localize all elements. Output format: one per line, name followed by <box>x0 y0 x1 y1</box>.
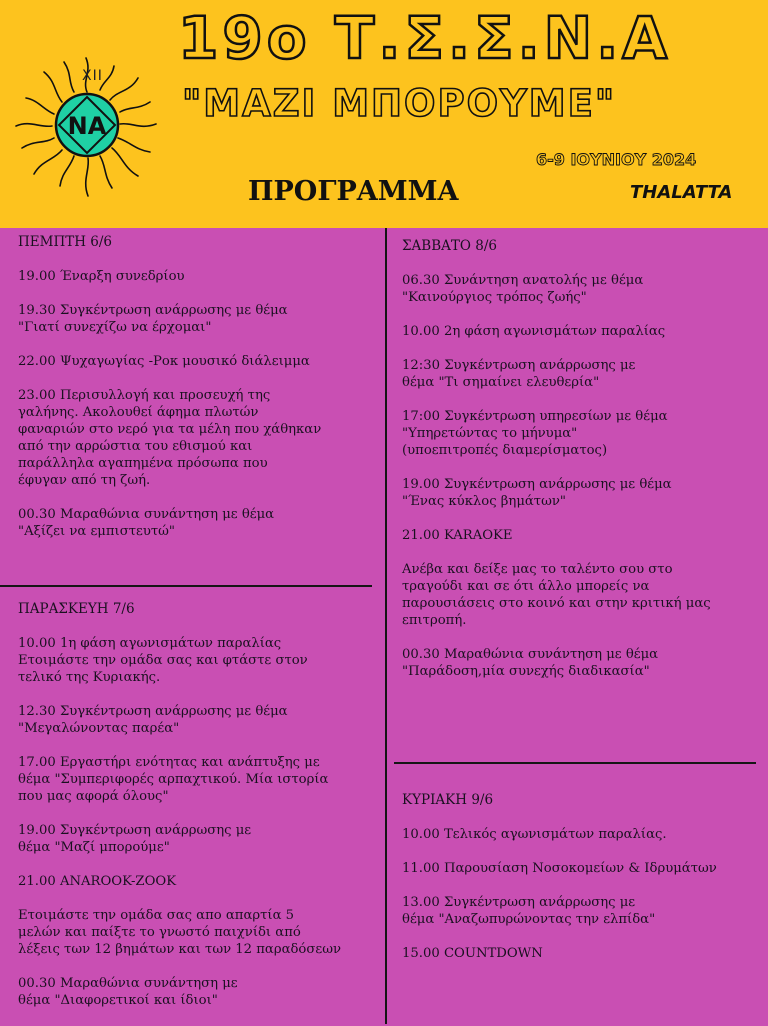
schedule-item: Ανέβα και δείξε μας το ταλέντο σου στο τραγούδι και σε ότι άλλο μπορείς να παρουσιάσεις στο κοινό και στην κριτική μας επιτροπή. <box>402 562 711 628</box>
schedule-item: 13.00 Συγκέντρωση ανάρρωσης με θέμα "Αναζωπυρώνοντας την ελπίδα" <box>402 895 656 927</box>
day-section-thursday <box>18 234 380 540</box>
day-section-saturday <box>402 238 758 680</box>
venue-name: THALATTA <box>630 182 733 203</box>
schedule-item: 21.00 ANAROOK-ZOOK <box>18 874 177 889</box>
schedule-item: 00.30 Μαραθώνια συνάντηση με θέμα "Αξίζει να εμπιστευτώ" <box>18 507 275 539</box>
schedule-item: 22.00 Ψυχαγωγίας -Ροκ μουσικό διάλειμμα <box>18 354 310 369</box>
logo-roman-numeral: XII <box>82 68 103 84</box>
schedule-right-column <box>402 238 758 961</box>
schedule-item: 17:00 Συγκέντρωση υπηρεσίων με θέμα "Υπηρετώντας το μήνυμα" (υποεπιτροπές διαμερίσματος) <box>402 409 668 458</box>
logo-text: NA <box>67 112 107 140</box>
schedule-left-column <box>18 234 380 1008</box>
section-divider-left <box>0 585 372 587</box>
schedule-item: 11.00 Παρουσίαση Νοσοκομείων & Ιδρυμάτων <box>402 861 717 876</box>
schedule-item: 10.00 1η φάση αγωνισμάτων παραλίας Ετοιμάστε την ομάδα σας και φτάστε στον τελικό της Κυριακής. <box>18 636 308 685</box>
schedule-item: 12:30 Συγκέντρωση ανάρρωσης με θέμα "Τι σημαίνει ελευθερία" <box>402 358 636 390</box>
event-subtitle: "ΜΑΖΙ ΜΠΟΡΟΥΜΕ" <box>182 82 617 125</box>
schedule-item: 19.00 Έναρξη συνεδρίου <box>18 269 185 284</box>
schedule-item: 10.00 2η φάση αγωνισμάτων παραλίας <box>402 324 666 339</box>
event-dates: 6-9 ΙΟΥΝΙΟΥ 2024 <box>536 150 697 169</box>
column-divider <box>385 228 387 1024</box>
day-heading: ΚΥΡΙΑΚΗ 9/6 <box>402 792 494 808</box>
day-heading: ΠΕΜΠΤΗ 6/6 <box>18 234 113 250</box>
schedule-item: 19.00 Συγκέντρωση ανάρρωσης με θέμα "Ένας κύκλος βημάτων" <box>402 477 672 509</box>
schedule-item: 12.30 Συγκέντρωση ανάρρωσης με θέμα "Μεγαλώνοντας παρέα" <box>18 704 288 736</box>
schedule-item: 19.00 Συγκέντρωση ανάρρωσης με θέμα "Μαζί μπορούμε" <box>18 823 252 855</box>
event-title: 19ο Τ.Σ.Σ.Ν.Α <box>178 4 672 72</box>
schedule-item: 21.00 KARAOKE <box>402 528 513 543</box>
section-divider-right <box>394 762 756 764</box>
day-heading: ΠΑΡΑΣΚΕΥΗ 7/6 <box>18 601 135 617</box>
day-section-sunday <box>402 792 758 979</box>
day-section-friday <box>18 601 380 1026</box>
schedule-item: 00.30 Μαραθώνια συνάντηση με θέμα "Παράδοση,μία συνεχής διαδικασία" <box>402 647 659 679</box>
program-heading: ΠΡΟΓΡΑΜΜΑ <box>248 176 459 207</box>
schedule-item: 19.30 Συγκέντρωση ανάρρωσης με θέμα "Γιατί συνεχίζω να έρχομαι" <box>18 303 288 335</box>
schedule-item: 15.00 COUNTDOWN <box>402 946 543 961</box>
schedule-item: 23.00 Περισυλλογή και προσευχή της γαλήνης. Ακολουθεί άφημα πλωτών φαναριών στο νερό για τα μέλη που χάθηκαν από την αρρώστια του εθισμού και παράλληλα αγαπημένα πρόσωπα που έφυγαν από τη ζωή. <box>18 388 322 488</box>
day-heading: ΣΑΒΒΑΤΟ 8/6 <box>402 238 497 254</box>
schedule-item: 10.00 Τελικός αγωνισμάτων παραλίας. <box>402 827 667 842</box>
schedule-item: 17.00 Εργαστήρι ενότητας και ανάπτυξης με θέμα "Συμπεριφορές αρπαχτικού. Μία ιστορία που μας αφορά όλους" <box>18 755 329 804</box>
schedule-item: Ετοιμάστε την ομάδα σας απο απαρτία 5 μελών και παίξτε το γνωστό παιχνίδι από λέξεις των 12 βημάτων και των 12 παραδόσεων <box>18 908 341 957</box>
header-banner <box>0 0 768 228</box>
schedule-item: 00.30 Μαραθώνια συνάντηση με θέμα "Διαφορετικοί και ίδιοι" <box>18 976 238 1008</box>
schedule-item: 06.30 Συνάντηση ανατολής με θέμα "Καινούργιος τρόπος ζωής" <box>402 273 644 305</box>
